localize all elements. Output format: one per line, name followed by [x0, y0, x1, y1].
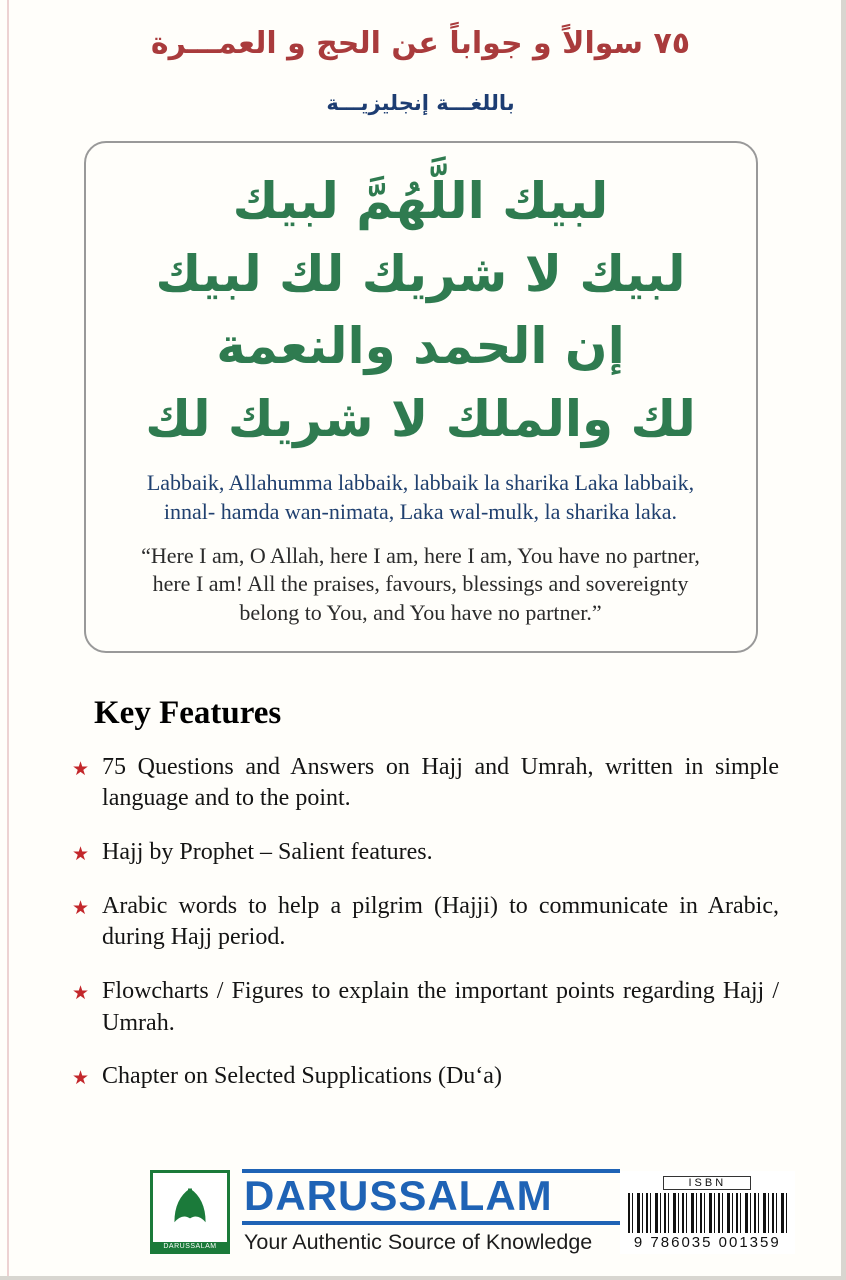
feature-text: Hajj by Prophet – Salient features.	[102, 839, 433, 865]
talbiyah-box	[84, 141, 758, 653]
isbn-barcode	[620, 1171, 795, 1254]
feature-text: Chapter on Selected Supplications (Du‘a)	[102, 1063, 502, 1090]
star-bullet-icon: ★	[72, 896, 90, 919]
talbiyah-transliteration: Labbaik, Allahumma labbaik, labbaik la sharika Laka labbaik, innal- hamda wan-nimata, Laka wal-mulk, la sharika laka.	[146, 470, 695, 524]
feature-item	[72, 976, 779, 1039]
feature-item	[72, 752, 779, 815]
publisher-brand-block	[242, 1169, 620, 1254]
talbiyah-arabic-line: لبيك اللَّهُمَّ لبيك	[232, 172, 609, 230]
publisher-name: DARUSSALAM	[244, 1172, 553, 1220]
arabic-language-subtitle: باللغـــة إنجليزيـــة	[326, 91, 515, 115]
talbiyah-arabic-text	[104, 165, 738, 455]
feature-text: 75 Questions and Answers on Hajj and Umrah, written in simple language and to the point.	[102, 753, 779, 812]
talbiyah-translation: “Here I am, O Allah, here I am, here I am, You have no partner, here I am! All the praises, favours, blessings and sovereignty belong to You, and You have no partner.”	[141, 543, 700, 625]
feature-text: Arabic words to help a pilgrim (Hajji) to communicate in Arabic, during Hajj period.	[102, 892, 779, 951]
talbiyah-arabic-line: لك والملك لا شريك لك	[145, 389, 696, 448]
publisher-tagline: Your Authentic Source of Knowledge	[244, 1229, 593, 1254]
star-bullet-icon: ★	[72, 982, 90, 1005]
publisher-footer	[0, 1164, 841, 1260]
isbn-label: ISBN	[663, 1176, 751, 1190]
key-features-heading: Key Features	[94, 694, 282, 731]
arabic-title: ٧٥ سوالاً و جواباً عن الحج و العمـــرة	[150, 26, 691, 61]
key-features-list	[72, 752, 779, 1093]
darussalam-logo-icon	[153, 1173, 227, 1242]
darussalam-logo	[150, 1170, 230, 1254]
feature-text: Flowcharts / Figures to explain the important points regarding Hajj / Umrah.	[102, 978, 779, 1036]
isbn-number: 9 786035 001359	[633, 1233, 781, 1251]
logo-caption: DARUSSALAM	[153, 1242, 227, 1251]
key-features-section	[72, 695, 779, 1093]
feature-item	[72, 1061, 779, 1093]
barcode-bars	[628, 1193, 787, 1233]
feature-item	[72, 837, 779, 869]
feature-item	[72, 891, 779, 954]
star-bullet-icon: ★	[72, 1067, 90, 1090]
star-bullet-icon: ★	[72, 757, 90, 780]
star-bullet-icon: ★	[72, 843, 90, 865]
talbiyah-arabic-line: لبيك لا شريك لك لبيك	[155, 244, 686, 303]
talbiyah-arabic-line: إن الحمد والنعمة	[216, 317, 625, 375]
